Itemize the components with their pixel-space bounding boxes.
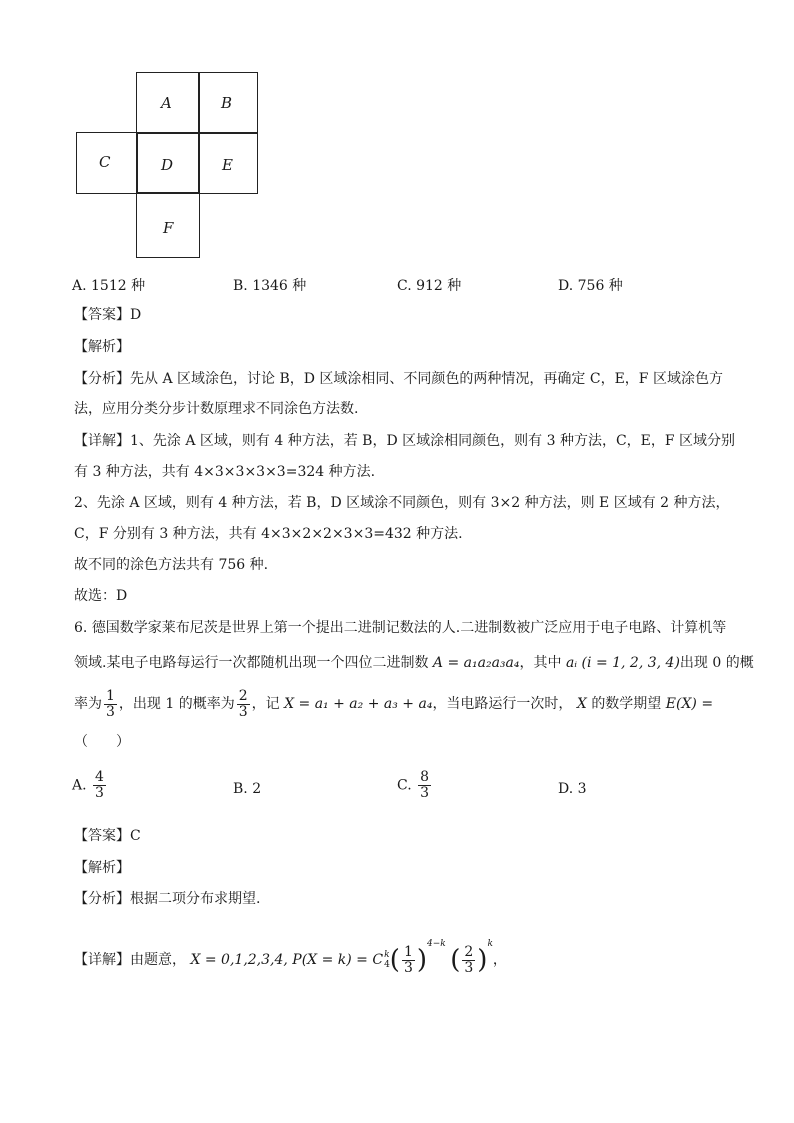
xiangjie-end: ， bbox=[492, 952, 507, 968]
q6-stem-text-3e: ，当电路运行一次时， bbox=[432, 696, 573, 712]
fraction-numerator: 1 bbox=[106, 687, 115, 704]
fraction-numerator: 8 bbox=[420, 769, 430, 785]
q6-xiangjie-line bbox=[74, 924, 507, 980]
q6-stem-line-1 bbox=[74, 618, 726, 638]
q6-option-a bbox=[72, 770, 108, 801]
q5-xiangjie-line-3 bbox=[74, 493, 730, 513]
pmf-fraction-two-thirds bbox=[462, 945, 475, 976]
q6-option-c-label: C. bbox=[397, 777, 412, 794]
binomial-sup: k bbox=[384, 950, 390, 960]
q5-answer-line bbox=[74, 305, 141, 325]
q6-stem-line-2 bbox=[74, 653, 754, 673]
jiexi-tag: 【解析】 bbox=[74, 339, 130, 355]
xiangjie-text-4: C，F 分别有 3 种方法，共有 4×3×2×2×3×3=432 种方法. bbox=[74, 526, 463, 542]
q5-xiangjie-line-6 bbox=[74, 586, 127, 606]
q5-xiangjie-line-1 bbox=[74, 431, 735, 451]
answer-value: C bbox=[130, 828, 141, 844]
q6-fenxi-line bbox=[74, 889, 260, 909]
grid-label-e: E bbox=[222, 156, 233, 174]
grid-label-b: B bbox=[221, 94, 233, 112]
xiangjie-text-2: 有 3 种方法，共有 4×3×3×3×3=324 种方法. bbox=[74, 464, 376, 480]
left-paren: ( bbox=[389, 945, 400, 975]
answer-value: D bbox=[130, 307, 142, 323]
fraction-denominator: 3 bbox=[238, 703, 248, 720]
q6-formula-pmf: X = 0,1,2,3,4, P(X = k) = C bbox=[190, 952, 384, 968]
answer-tag: 【答案】 bbox=[74, 307, 130, 323]
fraction-numerator: 1 bbox=[403, 943, 413, 960]
q6-var-x: X bbox=[576, 696, 587, 712]
q6-option-c bbox=[397, 770, 433, 801]
right-paren: ) bbox=[477, 945, 488, 975]
q6-stem-text-2a: 领域.某电子电路每运行一次都随机出现一个四位二进制数 bbox=[74, 655, 429, 671]
xiangjie-tag: 【详解】 bbox=[74, 433, 130, 449]
q6-stem-text-3g: 的数学期望 bbox=[591, 696, 662, 712]
fraction-denominator: 3 bbox=[403, 959, 413, 976]
q5-option-a: A. 1512 种 bbox=[72, 278, 146, 294]
left-paren: ( bbox=[450, 945, 461, 975]
pmf-exponent-2: k bbox=[487, 939, 493, 949]
q5-fenxi-line-2 bbox=[74, 399, 358, 419]
xiangjie-tag: 【详解】 bbox=[74, 952, 130, 968]
fraction-denominator: 3 bbox=[464, 959, 474, 976]
fenxi-text-2: 法，应用分类分步计数原理求不同涂色方法数. bbox=[74, 401, 359, 417]
q6-option-b: B. 2 bbox=[233, 781, 262, 797]
right-paren: ) bbox=[416, 945, 428, 975]
q5-xiangjie-line-4 bbox=[74, 524, 463, 544]
q6-stem-text-3a: 率为 bbox=[74, 696, 102, 712]
pmf-fraction-one-third bbox=[402, 945, 415, 976]
fenxi-text-1: 先从 A 区域涂色，讨论 B，D 区域涂相同、不同颜色的两种情况，再确定 C，E，F 区域涂色方 bbox=[130, 371, 723, 387]
fraction-numerator: 4 bbox=[95, 769, 104, 785]
q6-formula-ex: E(X) = bbox=[665, 696, 714, 712]
fraction-numerator: 2 bbox=[238, 687, 248, 704]
xiangjie-text-6: 故选：D bbox=[74, 588, 128, 604]
q5-option-c: C. 912 种 bbox=[397, 278, 462, 294]
grid-label-c: C bbox=[99, 153, 111, 171]
fenxi-tag: 【分析】 bbox=[74, 891, 130, 907]
q6-stem-text-2c: ，其中 bbox=[519, 655, 562, 671]
jiexi-tag: 【解析】 bbox=[74, 860, 130, 876]
q6-stem-text-1: 6. 德国数学家莱布尼茨是世界上第一个提出二进制记数法的人.二进制数被广泛应用于电子电路、计算机等 bbox=[74, 620, 727, 636]
q6-formula-ai: aᵢ (i = 1, 2, 3, 4) bbox=[565, 655, 680, 671]
q5-xiangjie-line-5 bbox=[74, 555, 268, 575]
q6-option-a-label: A. bbox=[72, 777, 87, 794]
grid-label-d: D bbox=[161, 156, 174, 174]
q6-formula-a: A = a₁a₂a₃a₄ bbox=[432, 655, 520, 671]
fraction-one-third bbox=[104, 689, 117, 720]
q6-stem-text-3c: ，记 bbox=[251, 696, 280, 712]
xiangjie-text-5: 故不同的涂色方法共有 756 种. bbox=[74, 557, 269, 573]
q5-fenxi-line-1 bbox=[74, 369, 723, 389]
fraction-denominator: 3 bbox=[420, 785, 430, 801]
q6-stem-line-4 bbox=[74, 732, 130, 752]
q6-formula-x: X = a₁ + a₂ + a₃ + a₄ bbox=[284, 696, 433, 712]
q6-option-c-fraction bbox=[418, 770, 431, 801]
fraction-denominator: 3 bbox=[95, 785, 104, 801]
fraction-numerator: 2 bbox=[464, 943, 474, 960]
xiangjie-text-1: 1、先涂 A 区域，则有 4 种方法，若 B，D 区域涂相同颜色，则有 3 种方法，C，E，F 区域分别 bbox=[130, 433, 736, 449]
q6-option-d: D. 3 bbox=[558, 781, 587, 797]
pmf-exponent-1: 4−k bbox=[427, 939, 446, 949]
q6-answer-line bbox=[74, 826, 141, 846]
q5-option-b: B. 1346 种 bbox=[233, 278, 307, 294]
grid-label-a: A bbox=[161, 94, 172, 112]
fenxi-text: 根据二项分布求期望. bbox=[130, 891, 261, 907]
q6-stem-line-3 bbox=[74, 686, 713, 722]
q6-stem-blank: （ ） bbox=[74, 734, 130, 750]
q5-xiangjie-line-2 bbox=[74, 462, 375, 482]
fenxi-tag: 【分析】 bbox=[74, 371, 130, 387]
q6-stem-text-2e: 出现 0 的概 bbox=[679, 655, 754, 671]
q5-option-d: D. 756 种 bbox=[558, 278, 623, 294]
xiangjie-text-a: 由题意， bbox=[130, 952, 186, 968]
q6-stem-text-3b: ，出现 1 的概率为 bbox=[118, 696, 235, 712]
q6-jiexi-line bbox=[74, 858, 130, 878]
binomial-sub: 4 bbox=[384, 960, 390, 970]
q6-option-a-fraction bbox=[93, 770, 106, 801]
fraction-denominator: 3 bbox=[106, 703, 115, 720]
answer-tag: 【答案】 bbox=[74, 828, 130, 844]
fraction-two-thirds bbox=[237, 689, 250, 720]
q5-jiexi-line bbox=[74, 337, 130, 357]
grid-label-f: F bbox=[163, 219, 174, 237]
xiangjie-text-3: 2、先涂 A 区域，则有 4 种方法，若 B，D 区域涂不同颜色，则有 3×2 种方法，则 E 区域有 2 种方法， bbox=[74, 495, 730, 511]
